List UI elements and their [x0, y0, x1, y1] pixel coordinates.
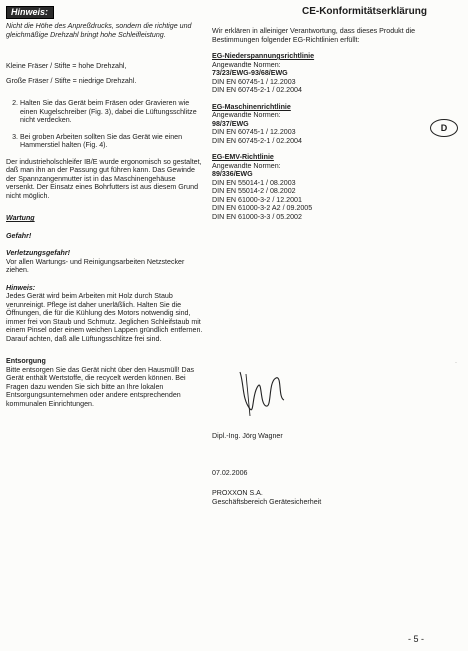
ce-title: CE-Konformitätserklärung: [301, 6, 427, 17]
ce-intro: Wir erklären in alleiniger Verantwortung, dass dieses Produkt die Bestimmungen folgender EG-Richtlinien erfüllt:: [212, 27, 416, 44]
company-name: PROXXON S.A.: [212, 489, 263, 497]
company-department: Geschäftsbereich Gerätesicherheit: [212, 498, 322, 506]
norm: DIN EN 61000-3-2 A2 / 09.2005: [212, 204, 313, 212]
hinweis-heading: Hinweis:: [6, 283, 36, 292]
signature-date: 07.02.2006: [212, 469, 248, 477]
norm: DIN EN 61000-3-2 / 12.2001: [212, 195, 302, 204]
entsorgung-text: Bitte entsorgen Sie das Gerät nicht über den Hausmüll! Das Gerät enthält Wertstoffe, die recycelt werden können. Bei Fragen dazu wenden Sie sich bitte an Ihre lokalen Entsorgungsunternehmen oder andere entsprechenden kommunalen Einrichtungen.: [6, 365, 195, 408]
section-directive: 98/37/EWG: [212, 119, 249, 128]
norm: DIN EN 61000-3-3 / 05.2002: [212, 212, 302, 221]
section-heading: EG-Niederspannungsrichtlinie: [212, 52, 315, 60]
section-maschinen: [212, 103, 427, 146]
section-heading: EG-EMV-Richtlinie: [212, 153, 274, 161]
section-sub: Angewandte Normen:: [212, 161, 281, 170]
section-niederspannung: [212, 52, 427, 95]
section-directive: 73/23/EWG-93/68/EWG: [212, 69, 288, 77]
intro-note: Nicht die Höhe des Anpreßdrucks, sondern die richtige und gleichmäßige Drehzahl bringt hohe Schleifleistung.: [6, 22, 192, 39]
wartung-heading: Wartung: [6, 214, 35, 222]
verletzung-heading: Verletzungsgefahr!: [6, 249, 70, 257]
section-directive: 89/336/EWG: [212, 170, 253, 178]
section-sub: Angewandte Normen:: [212, 60, 281, 69]
hinweis-text: Jedes Gerät wird beim Arbeiten mit Holz durch Staub verunreinigt. Pflege ist daher unerläßlich. Halten Sie die Öffnungen, die für die Kühlung des Motors notwendig sind, immer frei von Staub und Schmutz. Jeglichen Schleifstaub mit einem Pinsel oder einem weichen Lappen gründlich entfernen. Darauf achten, daß alle Lüftungsschlitze frei sind.: [6, 292, 203, 343]
norm: DIN EN 55014-2 / 08.2002: [212, 187, 296, 195]
page-number: - 5 -: [408, 634, 425, 644]
company-block: [212, 489, 321, 507]
signature-icon: [232, 364, 292, 424]
speed-line-small: Kleine Fräser / Stifte = hohe Drehzahl,: [6, 62, 127, 70]
norm: DIN EN 60745-1 / 12.2003: [212, 77, 296, 86]
country-badge: D: [430, 119, 458, 137]
scan-speck: ·: [455, 360, 457, 366]
norm: DIN EN 60745-2-1 / 02.2004: [212, 86, 302, 94]
norm: DIN EN 60745-2-1 / 02.2004: [212, 136, 302, 145]
left-column: [6, 6, 206, 408]
section-sub: Angewandte Normen:: [212, 111, 281, 119]
section-emv: [212, 153, 427, 221]
verletzung-text: Vor allen Wartungs- und Reinigungsarbeiten Netzstecker ziehen.: [6, 257, 185, 274]
list-item: 3. Bei groben Arbeiten sollten Sie das Gerät wie einen Hammerstiel halten (Fig. 4).: [20, 133, 206, 150]
norm: DIN EN 55014-1 / 08.2003: [212, 178, 296, 187]
instruction-list: [6, 99, 206, 150]
section-heading: EG-Maschinenrichtlinie: [212, 102, 291, 111]
hinweis-badge: Hinweis:: [6, 6, 54, 19]
entsorgung-heading: Entsorgung: [6, 357, 46, 365]
norm: DIN EN 60745-1 / 12.2003: [212, 128, 296, 136]
speed-line-large: Große Fräser / Stifte = niedrige Drehzahl.: [6, 76, 137, 85]
list-item: 2. Halten Sie das Gerät beim Fräsen oder Gravieren wie einen Kugelschreiber (Fig. 3), dabei die Lüftungsschlitze nicht verdecken.: [20, 99, 206, 125]
gefahr-heading: Gefahr!: [6, 231, 32, 240]
design-paragraph: Der industrieholschleifer IB/E wurde ergonomisch so gestaltet, daß man ihn an der Passung gut führen kann. Das Gewinde der Spannzangenmutter ist in das Maschinengehäuse versenkt. Der Einsatz eines Bohrfutters ist aus diesem Grund nicht möglich.: [6, 157, 202, 200]
right-column: [212, 6, 427, 221]
signer-name: Dipl.-Ing. Jörg Wagner: [212, 432, 283, 440]
